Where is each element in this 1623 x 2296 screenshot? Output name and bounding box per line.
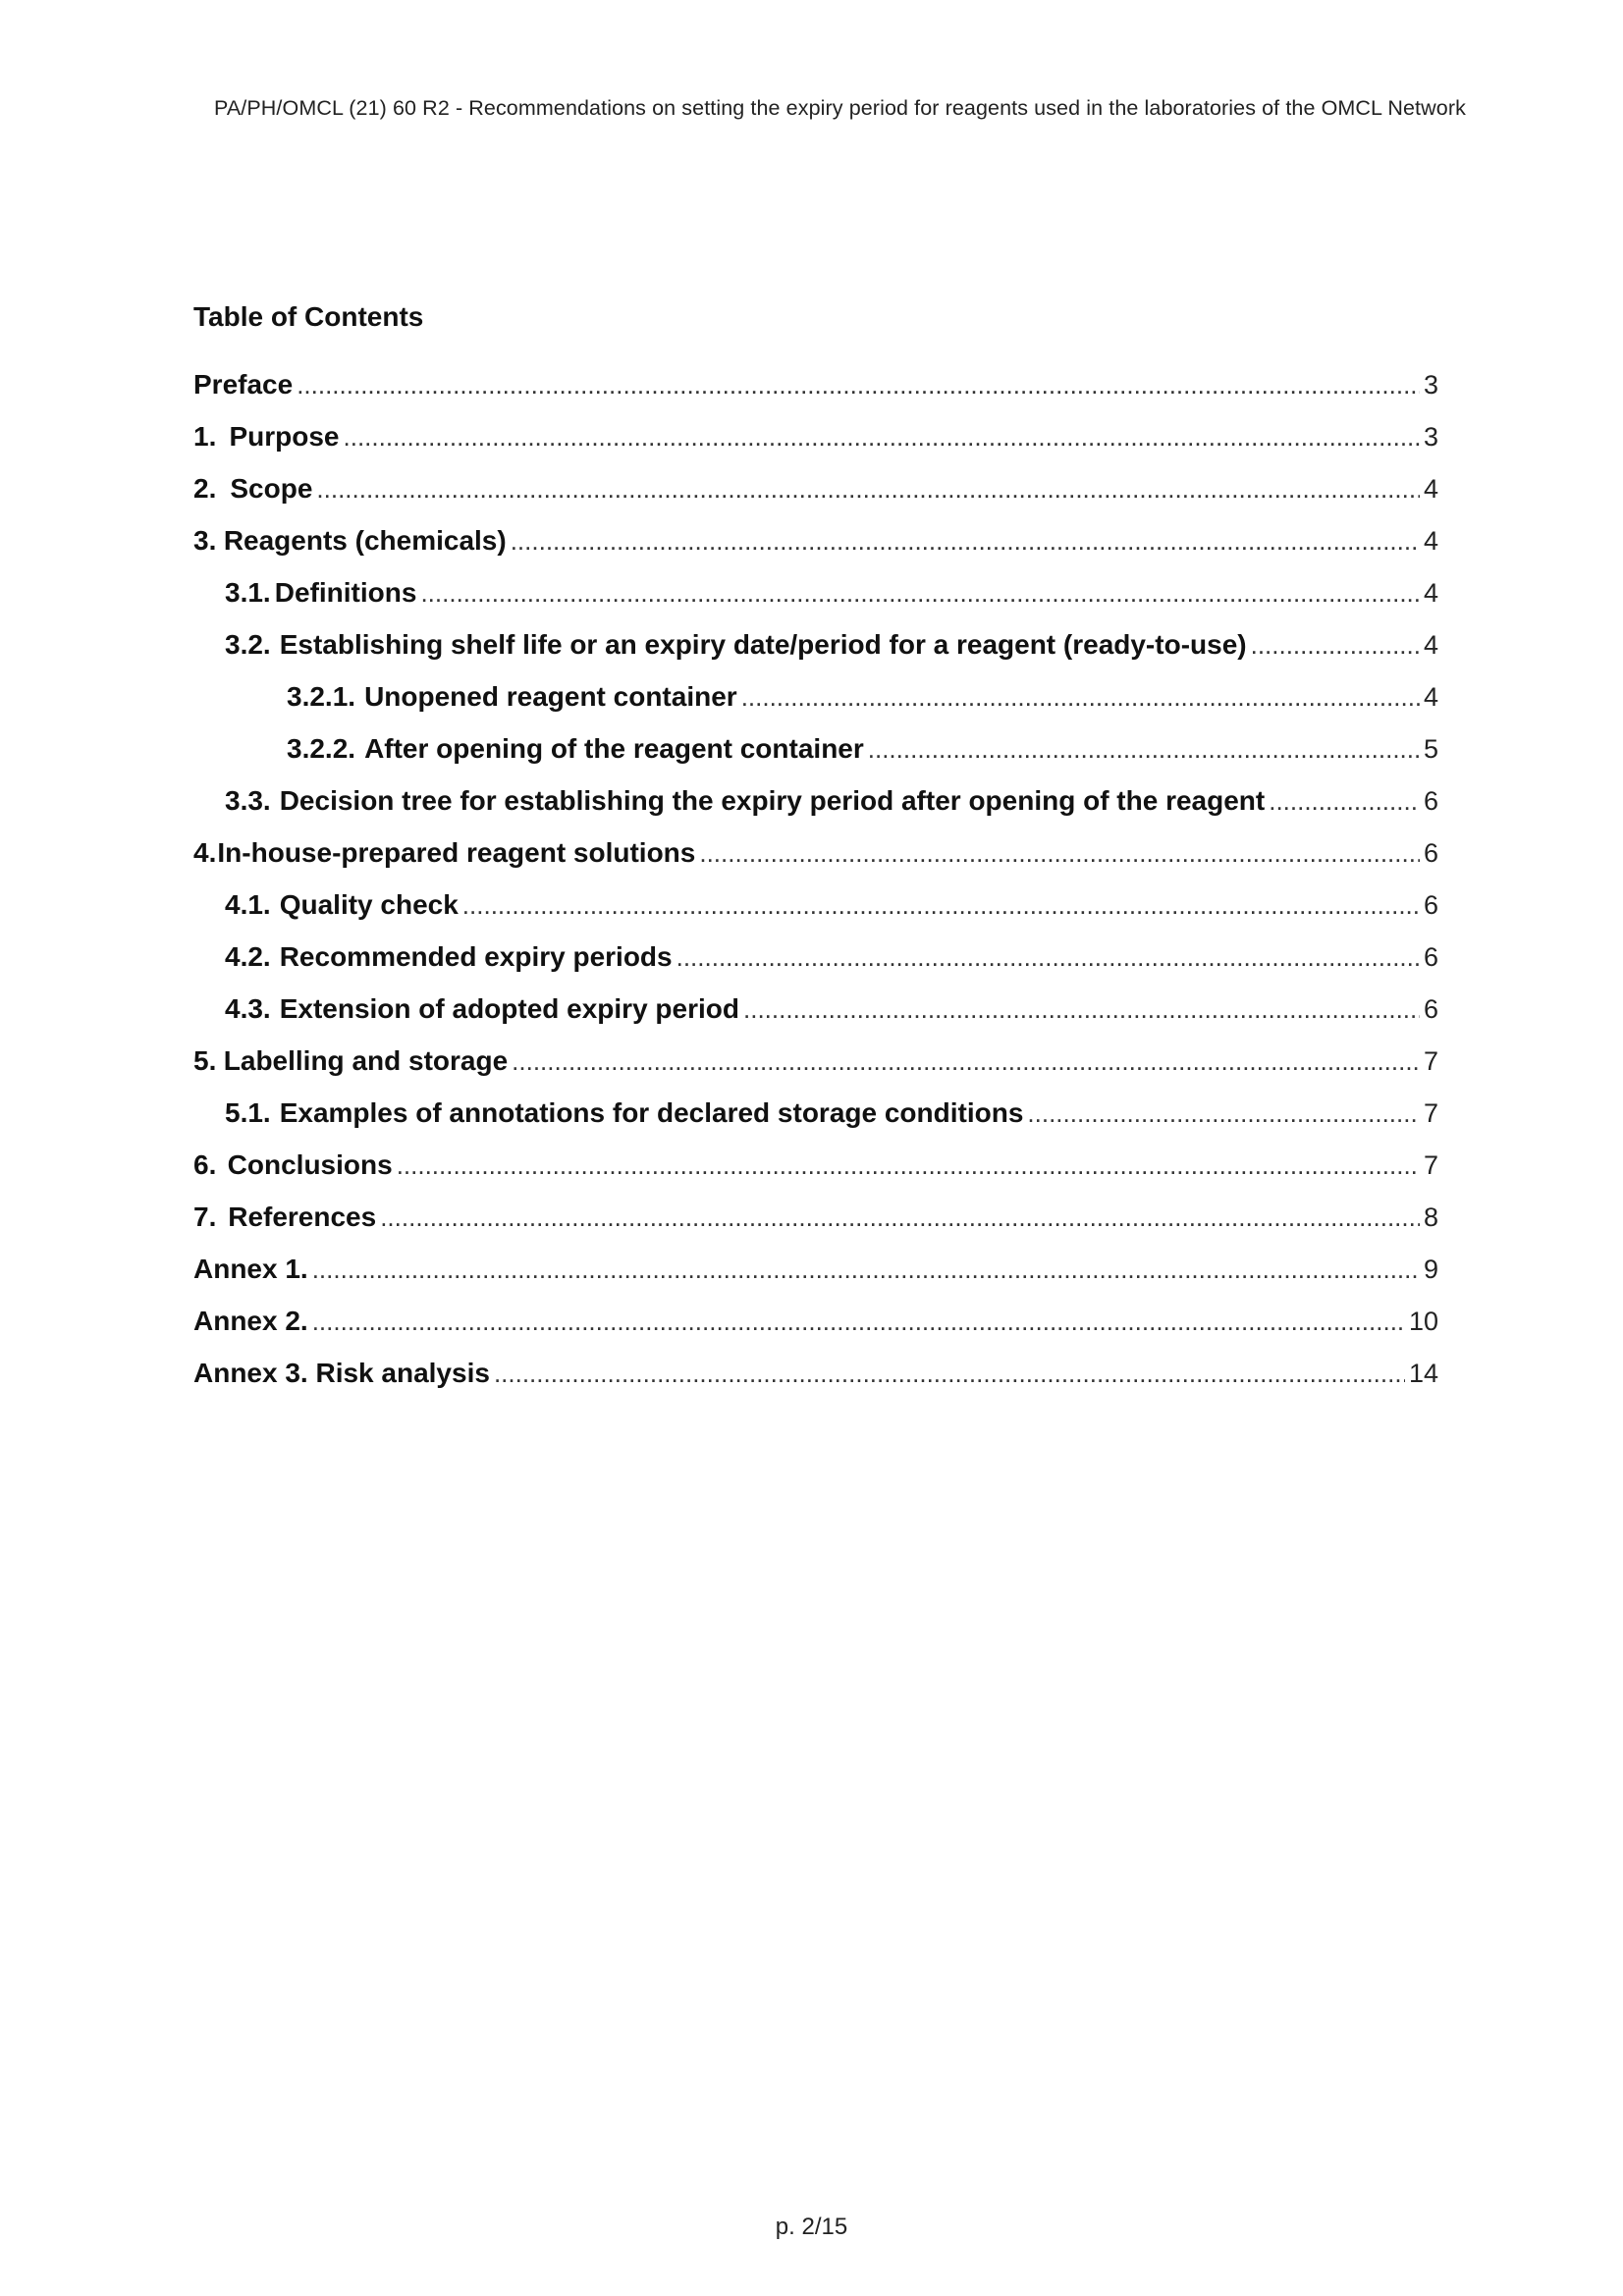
toc-dot-leader bbox=[312, 1302, 1405, 1341]
toc-heading: Table of Contents bbox=[193, 301, 424, 332]
toc-entry-number: 4. bbox=[193, 837, 217, 868]
toc-entry-title[interactable]: Establishing shelf life or an expiry date/period for a reagent (ready-to-use) bbox=[279, 629, 1247, 660]
toc-entry-number: 3.2. bbox=[225, 629, 271, 660]
toc-entry-title[interactable]: Scope bbox=[230, 473, 313, 504]
toc-entry-page: 3 bbox=[1423, 370, 1438, 400]
toc-dot-leader bbox=[462, 885, 1420, 925]
toc-entry-title[interactable]: Extension of adopted expiry period bbox=[279, 993, 739, 1024]
toc-entry-preface[interactable] bbox=[193, 365, 1438, 417]
toc-entry-recommended-expiry[interactable] bbox=[193, 937, 1438, 989]
toc-entry-title[interactable]: Definitions bbox=[274, 577, 417, 608]
toc-entry-annex-3[interactable] bbox=[193, 1354, 1438, 1406]
toc-entry-title[interactable]: Annex 1. bbox=[193, 1254, 308, 1284]
toc-entry-title[interactable]: Quality check bbox=[279, 889, 459, 920]
toc-entry-title[interactable]: Annex 2. bbox=[193, 1306, 308, 1336]
toc-entry-number: 3. bbox=[193, 525, 217, 556]
toc-entry-quality-check[interactable] bbox=[193, 885, 1438, 937]
toc-entry-number: 2. bbox=[193, 473, 217, 504]
toc-entry-title[interactable]: After opening of the reagent container bbox=[364, 733, 864, 764]
toc-entry-page: 5 bbox=[1423, 734, 1438, 764]
toc-entry-conclusions[interactable] bbox=[193, 1146, 1438, 1198]
toc-entry-establishing-shelf-life[interactable] bbox=[193, 625, 1438, 677]
toc-entry-page: 4 bbox=[1423, 526, 1438, 556]
toc-entry-number: 3.2.2. bbox=[287, 733, 356, 764]
toc-entry-title[interactable]: Unopened reagent container bbox=[364, 681, 737, 712]
toc-entry-title[interactable]: Conclusions bbox=[227, 1149, 393, 1180]
toc-entry-page: 10 bbox=[1408, 1307, 1438, 1336]
toc-entry-number: 4.2. bbox=[225, 941, 271, 972]
toc-entry-number: 3.1. bbox=[225, 577, 271, 608]
toc-entry-references[interactable] bbox=[193, 1198, 1438, 1250]
toc-entry-page: 4 bbox=[1423, 474, 1438, 504]
toc-entry-title[interactable]: Reagents (chemicals) bbox=[223, 525, 507, 556]
toc-dot-leader bbox=[312, 1250, 1420, 1289]
toc-dot-leader bbox=[420, 573, 1420, 613]
toc-entry-number: 4.3. bbox=[225, 993, 271, 1024]
toc-entry-page: 6 bbox=[1423, 942, 1438, 972]
toc-entry-page: 6 bbox=[1423, 890, 1438, 920]
toc-entry-title[interactable]: Annex 3. Risk analysis bbox=[193, 1358, 490, 1388]
toc-dot-leader bbox=[397, 1146, 1420, 1185]
toc-entry-title[interactable]: Recommended expiry periods bbox=[279, 941, 673, 972]
toc-dot-leader bbox=[676, 937, 1420, 977]
toc-entry-number: 3.2.1. bbox=[287, 681, 356, 712]
toc-entry-number: 4.1. bbox=[225, 889, 271, 920]
toc-entry-scope[interactable] bbox=[193, 469, 1438, 521]
toc-entry-number: 1. bbox=[193, 421, 217, 452]
toc-entry-purpose[interactable] bbox=[193, 417, 1438, 469]
toc-entry-definitions[interactable] bbox=[193, 573, 1438, 625]
toc-dot-leader bbox=[1269, 781, 1420, 821]
toc-entry-reagents[interactable] bbox=[193, 521, 1438, 573]
toc-entry-in-house-solutions[interactable] bbox=[193, 833, 1438, 885]
toc-entry-title[interactable]: Labelling and storage bbox=[223, 1045, 509, 1076]
page-number: p. 2/15 bbox=[775, 2214, 848, 2240]
toc-entry-title[interactable]: Preface bbox=[193, 369, 294, 400]
toc-entry-labelling-storage[interactable] bbox=[193, 1041, 1438, 1094]
toc-entry-annex-1[interactable] bbox=[193, 1250, 1438, 1302]
toc-dot-leader bbox=[344, 417, 1420, 456]
toc-dot-leader bbox=[511, 521, 1420, 561]
toc-entry-page: 6 bbox=[1423, 838, 1438, 868]
toc-entry-annex-2[interactable] bbox=[193, 1302, 1438, 1354]
toc-entry-after-opening[interactable] bbox=[193, 729, 1438, 781]
toc-dot-leader bbox=[316, 469, 1420, 508]
running-header: PA/PH/OMCL (21) 60 R2 - Recommendations on setting the expiry period for reagents used in the laboratories of the OMCL Network bbox=[214, 96, 1466, 120]
table-of-contents bbox=[193, 365, 1438, 1406]
toc-entry-number: 3.3. bbox=[225, 785, 271, 816]
toc-dot-leader bbox=[699, 833, 1420, 873]
toc-entry-page: 6 bbox=[1423, 786, 1438, 816]
toc-entry-unopened-container[interactable] bbox=[193, 677, 1438, 729]
toc-dot-leader bbox=[1251, 625, 1420, 665]
toc-entry-page: 4 bbox=[1423, 682, 1438, 712]
toc-dot-leader bbox=[297, 365, 1420, 404]
toc-entry-page: 7 bbox=[1423, 1150, 1438, 1180]
toc-entry-page: 6 bbox=[1423, 994, 1438, 1024]
toc-entry-decision-tree[interactable] bbox=[193, 781, 1438, 833]
toc-entry-number: 5. bbox=[193, 1045, 217, 1076]
toc-entry-title[interactable]: Purpose bbox=[229, 421, 340, 452]
toc-dot-leader bbox=[494, 1354, 1405, 1393]
toc-entry-page: 4 bbox=[1423, 578, 1438, 608]
toc-entry-page: 8 bbox=[1423, 1202, 1438, 1232]
toc-dot-leader bbox=[868, 729, 1420, 769]
toc-dot-leader bbox=[741, 677, 1420, 717]
toc-entry-number: 6. bbox=[193, 1149, 217, 1180]
toc-dot-leader bbox=[380, 1198, 1420, 1237]
toc-entry-title[interactable]: References bbox=[228, 1201, 377, 1232]
toc-entry-title[interactable]: Decision tree for establishing the expiry period after opening of the reagent bbox=[279, 785, 1266, 816]
toc-entry-annotation-examples[interactable] bbox=[193, 1094, 1438, 1146]
toc-dot-leader bbox=[1027, 1094, 1420, 1133]
toc-dot-leader bbox=[743, 989, 1420, 1029]
toc-entry-page: 7 bbox=[1423, 1046, 1438, 1076]
toc-entry-number: 7. bbox=[193, 1201, 217, 1232]
toc-dot-leader bbox=[512, 1041, 1420, 1081]
toc-entry-title[interactable]: Examples of annotations for declared storage conditions bbox=[279, 1097, 1024, 1128]
toc-entry-page: 4 bbox=[1423, 630, 1438, 660]
toc-entry-page: 3 bbox=[1423, 422, 1438, 452]
toc-entry-page: 9 bbox=[1423, 1255, 1438, 1284]
toc-entry-page: 14 bbox=[1408, 1359, 1438, 1388]
toc-entry-extension-expiry[interactable] bbox=[193, 989, 1438, 1041]
toc-entry-page: 7 bbox=[1423, 1098, 1438, 1128]
toc-entry-number: 5.1. bbox=[225, 1097, 271, 1128]
toc-entry-title[interactable]: In-house-prepared reagent solutions bbox=[217, 837, 696, 868]
